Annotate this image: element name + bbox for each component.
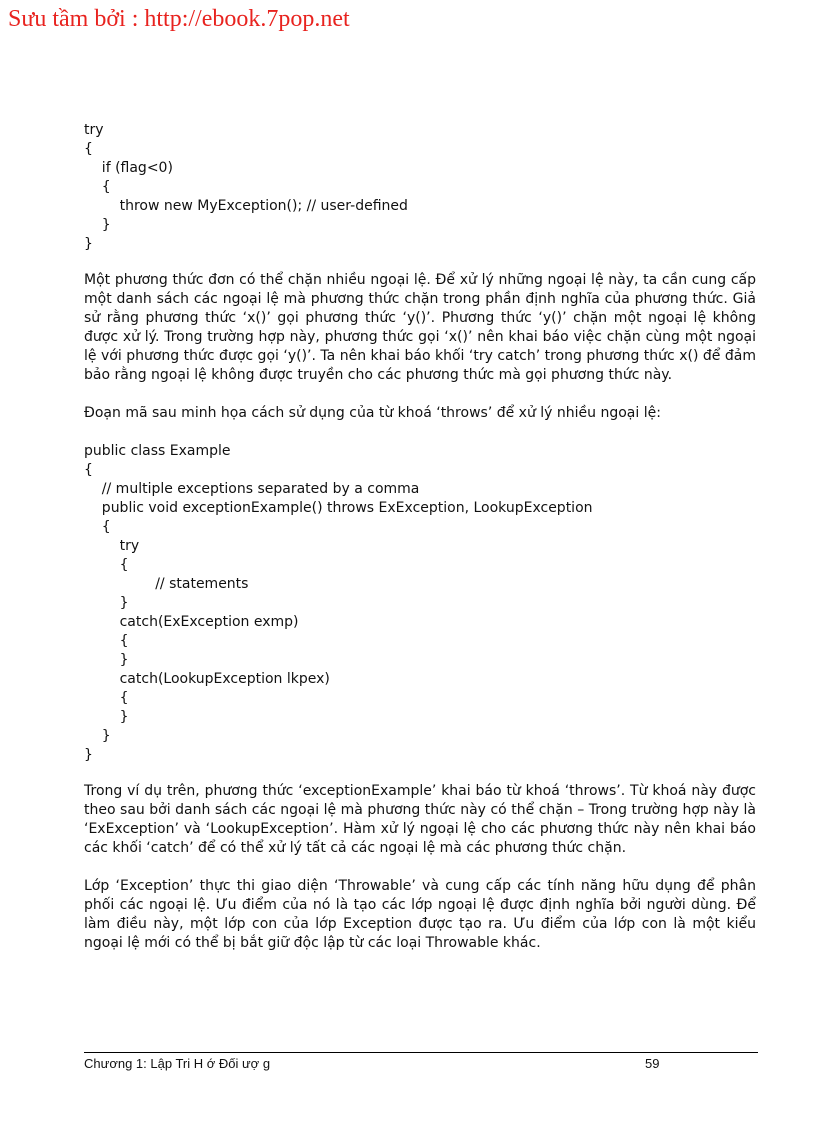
code-line: // multiple exceptions separated by a comma — [84, 481, 420, 497]
code-line: if (flag<0) — [84, 160, 173, 176]
code-line: { — [84, 179, 111, 195]
code-line: } — [84, 236, 93, 252]
code-line: } — [84, 747, 93, 763]
paragraph-multiple-exceptions: Một phương thức đơn có thể chặn nhiều ngoại lệ. Để xử lý những ngoại lệ này, ta cần cung cấp một danh sách các ngoại lệ mà phương thức chặn trong phần định nghĩa của phương thức. Giả sử rằng phương thức ‘x()’ gọi phương thức ‘y()’. Phương thức ‘y()’ chặn một ngoại lệ không được xử lý. Trong trường hợp này, phương thức gọi ‘x()’ nên khai báo việc chặn cùng một ngoại lệ với phương thức được gọi ‘y()’. Ta nên khai báo khối ‘try catch’ trong phương thức x() để đảm bảo rằng ngoại lệ không được truyền cho các phương thức mà gọi phương thức này. — [84, 272, 756, 383]
code-line: public void exceptionExample() throws ExException, LookupException — [84, 500, 593, 516]
code-line: { — [84, 690, 129, 706]
code-block-try — [84, 121, 756, 254]
code-line: } — [84, 595, 129, 611]
code-line: { — [84, 462, 93, 478]
page-number: 59 — [645, 1056, 660, 1071]
footer-chapter: Chương 1: Lập Tri H ớ Đối ượ g — [84, 1056, 271, 1071]
code-line: public class Example — [84, 443, 231, 459]
code-line: try — [84, 122, 104, 138]
paragraph-example-explanation: Trong ví dụ trên, phương thức ‘exceptionExample’ khai báo từ khoá ‘throws’. Từ khoá này được theo sau bởi danh sách các ngoại lệ mà phương thức này có thể chặn – Trong trường hợp này là ‘ExException’ và ‘LookupException’. Hàm xử lý ngoại lệ cho các phương thức này nên khai báo các khối ‘catch’ để có thể xử lý tất cả các ngoại lệ mà các phương thức chặn. — [84, 783, 756, 856]
code-line: // statements — [84, 576, 249, 592]
watermark-link[interactable]: Sưu tầm bởi : http://ebook.7pop.net — [8, 6, 350, 32]
code-line: { — [84, 557, 129, 573]
code-block-example — [84, 442, 756, 765]
code-line: { — [84, 141, 93, 157]
code-line: } — [84, 217, 111, 233]
code-line: } — [84, 709, 129, 725]
code-line: { — [84, 633, 129, 649]
paragraph-exception-class: Lớp ‘Exception’ thực thi giao diện ‘Throwable’ và cung cấp các tính năng hữu dụng để phân phối các ngoại lệ. Ưu điểm của nó là tạo các lớp ngoại lệ được định nghĩa bởi người dùng. Để làm điều này, một lớp con của lớp Exception được tạo ra. Ưu điểm của lớp con là một kiểu ngoại lệ mới có thể bị bắt giữ độc lập từ các loại Throwable khác. — [84, 878, 756, 951]
page-body — [84, 121, 756, 953]
code-line: catch(ExException exmp) — [84, 614, 299, 630]
footer-divider — [84, 1052, 758, 1053]
code-line: catch(LookupException lkpex) — [84, 671, 330, 687]
code-line: } — [84, 652, 129, 668]
code-line: } — [84, 728, 111, 744]
code-line: throw new MyException(); // user-defined — [84, 198, 408, 214]
code-line: { — [84, 519, 111, 535]
code-line: try — [84, 538, 140, 554]
paragraph-throws-intro: Đoạn mã sau minh họa cách sử dụng của từ khoá ‘throws’ để xử lý nhiều ngoại lệ: — [84, 405, 661, 421]
